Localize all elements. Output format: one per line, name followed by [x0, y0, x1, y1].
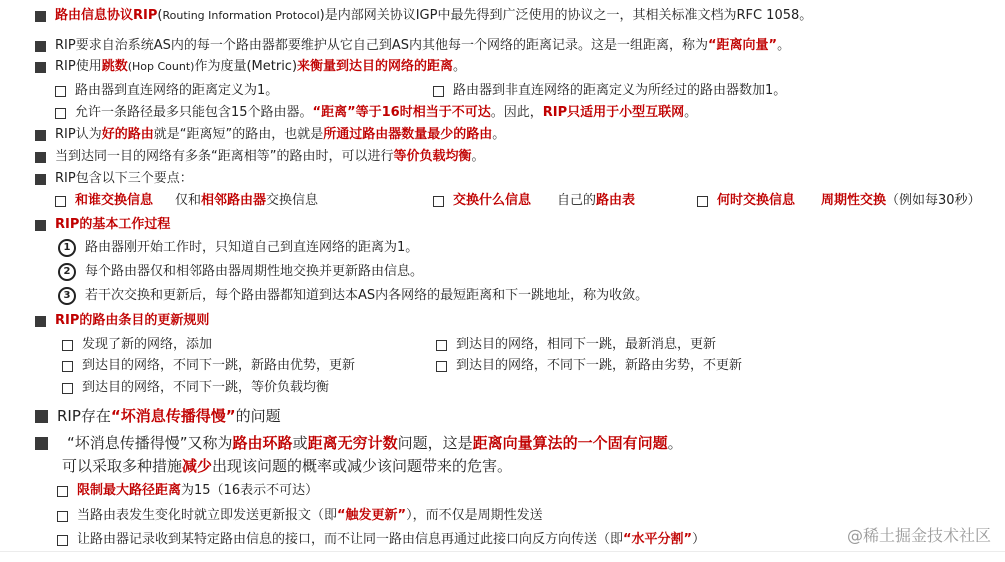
checkbox-square-icon [55, 108, 66, 119]
text: 。 [453, 59, 467, 74]
text-emph: 何时交换信息 [717, 193, 796, 208]
text: 到达目的网络，相同下一跳，最新消息，更新 [456, 337, 717, 352]
line-indirect-distance [433, 82, 786, 100]
text-emph: “距离向量” [708, 38, 778, 53]
text: （例如每30秒） [886, 193, 981, 208]
text-emph: 路由环路 [232, 434, 293, 452]
bullet-square-icon [35, 152, 46, 163]
checkbox-square-icon [55, 196, 66, 207]
text-emph: 交换什么信息 [453, 193, 532, 208]
text: 。 [471, 149, 485, 164]
text-emph: 等价负载均衡 [393, 149, 472, 164]
text: 为15（16表示不可达） [181, 483, 319, 498]
text-emph: “距离”等于16时相当于不可达 [312, 105, 491, 120]
line-routing-loop [35, 434, 683, 452]
text: ），而不仅是周期性发送 [406, 508, 543, 523]
text: ） [692, 532, 706, 547]
text-emph: 路由信息协议RIP [55, 8, 158, 23]
line-direct-distance [55, 82, 278, 100]
text: Routing Information Protocol [162, 9, 320, 22]
bullet-square-icon [35, 11, 46, 22]
measure-split-horizon [57, 531, 705, 549]
checkbox-square-icon [433, 86, 444, 97]
rule-equal [62, 379, 329, 397]
measure-max-distance [57, 482, 318, 500]
text: 自己的 [557, 193, 597, 208]
checkbox-square-icon [62, 361, 73, 372]
text: ( [157, 8, 163, 23]
checkbox-square-icon [697, 196, 708, 207]
measure-triggered-update [57, 507, 543, 525]
rule-better [62, 357, 355, 375]
text: 出现该问题的概率或减少该问题带来的危害。 [212, 457, 513, 475]
text: RIP存在 [57, 407, 111, 425]
text: (Hop Count) [127, 60, 195, 73]
text: 交换信息 [266, 193, 319, 208]
text: 或 [292, 434, 308, 452]
watermark: @稀土掘金技术社区 [846, 526, 991, 545]
text: 问题，这是 [397, 434, 473, 452]
text-emph: 距离向量算法的一个固有问题 [472, 434, 668, 452]
text-emph: “坏消息传播得慢” [110, 407, 236, 425]
text: 作为度量(Metric) [194, 59, 298, 74]
checkbox-square-icon [433, 196, 444, 207]
text: 当到达同一目的网络有多条“距离相等”的路由时，可以进行 [55, 149, 394, 164]
number-three-icon: 3 [58, 287, 76, 305]
bullet-square-icon [35, 174, 46, 185]
text: 到达目的网络，不同下一跳，新路由优势，更新 [82, 358, 356, 373]
line-bad-news [35, 407, 281, 425]
text-emph: 路由表 [596, 193, 636, 208]
text: 发现了新的网络，添加 [82, 337, 213, 352]
text: 仅和 [175, 193, 202, 208]
point-when [697, 192, 981, 210]
section-title: RIP的基本工作过程 [55, 217, 171, 232]
step-2 [58, 263, 423, 281]
number-one-icon: 1 [58, 239, 76, 257]
line-measures [62, 457, 512, 475]
line-good-route [35, 126, 505, 144]
bullet-square-icon [35, 130, 46, 141]
text-emph: 跳数 [101, 59, 128, 74]
text: 路由器到非直连网络的距离定义为所经过的路由器数加1。 [453, 83, 787, 98]
line-rip-definition [35, 7, 812, 25]
checkbox-square-icon [57, 511, 68, 522]
rule-same-hop [436, 336, 716, 354]
point-what [433, 192, 635, 210]
section-title: RIP的路由条目的更新规则 [55, 313, 210, 328]
text: RIP认为 [55, 127, 102, 142]
text-emph: 所通过路由器数量最少的路由 [323, 127, 493, 142]
text: 。 [667, 434, 683, 452]
text-emph: “触发更新” [337, 508, 407, 523]
checkbox-square-icon [436, 361, 447, 372]
text: 到达目的网络，不同下一跳，等价负载均衡 [82, 380, 330, 395]
number-two-icon: 2 [58, 263, 76, 281]
text: 若干次交换和更新后，每个路由器都知道到达本AS内各网络的最短距离和下一跳地址，称为收敛。 [85, 288, 649, 303]
text-emph: 好的路由 [101, 127, 154, 142]
rule-worse [436, 357, 742, 375]
step-3 [58, 287, 648, 305]
text: 到达目的网络，不同下一跳，新路由劣势，不更新 [456, 358, 743, 373]
text: 路由器到直连网络的距离定义为1。 [75, 83, 279, 98]
text: 当路由表发生变化时就立即发送更新报文（即 [77, 508, 338, 523]
text-emph: “水平分割” [623, 532, 693, 547]
bullet-square-icon [35, 410, 48, 423]
line-three-points [35, 170, 193, 188]
heading-basic-process [35, 216, 170, 234]
text-emph: 限制最大路径距离 [77, 483, 182, 498]
checkbox-square-icon [57, 535, 68, 546]
text: 。因此， [490, 105, 543, 120]
bullet-square-icon [35, 41, 46, 52]
text-emph: 距离无穷计数 [307, 434, 398, 452]
text: 每个路由器仅和相邻路由器周期性地交换并更新路由信息。 [85, 264, 424, 279]
text: RIP使用 [55, 59, 102, 74]
bottom-divider [0, 551, 1005, 552]
step-1 [58, 239, 418, 257]
text: 。 [777, 38, 791, 53]
text: RIP要求自治系统AS内的每一个路由器都要维护从它自己到AS内其他每一个网络的距离记录。这是一组距离，称为 [55, 38, 708, 53]
heading-update-rules [35, 312, 209, 330]
checkbox-square-icon [62, 383, 73, 394]
line-max-15 [55, 104, 697, 122]
text-emph: 和谁交换信息 [75, 193, 154, 208]
bullet-square-icon [35, 220, 46, 231]
line-hop-count [35, 58, 466, 76]
checkbox-square-icon [55, 86, 66, 97]
text: 可以采取多种措施 [62, 457, 183, 475]
text: 。 [492, 127, 506, 142]
checkbox-square-icon [62, 340, 73, 351]
text: 的问题 [235, 407, 281, 425]
text-emph: 相邻路由器 [201, 193, 267, 208]
line-load-balance [35, 148, 485, 166]
text-emph: RIP只适用于小型互联网 [542, 105, 685, 120]
text: RIP包含以下三个要点： [55, 171, 193, 186]
point-with-whom [55, 192, 318, 210]
text: 路由器刚开始工作时，只知道自己到直连网络的距离为1。 [85, 240, 419, 255]
checkbox-square-icon [57, 486, 68, 497]
bullet-square-icon [35, 316, 46, 327]
text-emph: 来衡量到达目的网络的距离 [297, 59, 454, 74]
text: 就是“距离短”的路由，也就是 [153, 127, 324, 142]
text: )是内部网关协议IGP中最先得到广泛使用的协议之一，其相关标准文档为RFC 1058。 [319, 8, 813, 23]
bullet-square-icon [35, 62, 46, 73]
text-emph: 周期性交换 [821, 193, 887, 208]
text: 让路由器记录收到某特定路由信息的接口，而不让同一路由信息再通过此接口向反方向传送（即 [77, 532, 624, 547]
line-distance-vector [35, 37, 790, 55]
checkbox-square-icon [436, 340, 447, 351]
text: 允许一条路径最多只能包含15个路由器。 [75, 105, 313, 120]
text: 。 [684, 105, 698, 120]
rule-add [62, 336, 212, 354]
bullet-square-icon [35, 437, 48, 450]
text-emph: 减少 [182, 457, 213, 475]
text: “坏消息传播得慢”又称为 [67, 434, 233, 452]
